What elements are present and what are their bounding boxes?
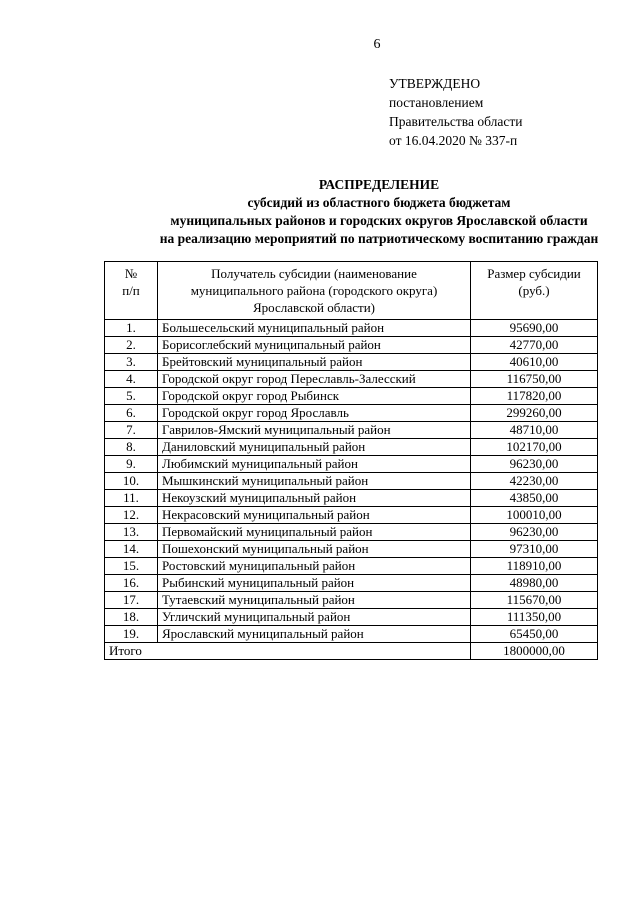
table-row — [105, 473, 598, 490]
table-row — [105, 490, 598, 507]
header-recipient-line: муниципального района (городского округа) — [190, 283, 438, 298]
row-recipient: Первомайский муниципальный район — [158, 524, 471, 541]
row-amount: 117820,00 — [471, 388, 598, 405]
row-number: 18. — [105, 609, 158, 626]
row-number: 11. — [105, 490, 158, 507]
row-amount: 115670,00 — [471, 592, 598, 609]
row-number: 6. — [105, 405, 158, 422]
row-recipient: Некрасовский муниципальный район — [158, 507, 471, 524]
row-number: 1. — [105, 320, 158, 337]
approval-date-number: от 16.04.2020 № 337-п — [389, 133, 518, 148]
table-row — [105, 558, 598, 575]
table-row — [105, 439, 598, 456]
row-recipient: Даниловский муниципальный район — [158, 439, 471, 456]
title-heading: РАСПРЕДЕЛЕНИЕ — [318, 177, 440, 192]
row-recipient: Любимский муниципальный район — [158, 456, 471, 473]
row-recipient: Борисоглебский муниципальный район — [158, 337, 471, 354]
row-number: 12. — [105, 507, 158, 524]
row-amount: 95690,00 — [471, 320, 598, 337]
title-line: субсидий из областного бюджета бюджетам — [247, 195, 511, 210]
row-amount: 42230,00 — [471, 473, 598, 490]
row-recipient: Мышкинский муниципальный район — [158, 473, 471, 490]
table-row — [105, 388, 598, 405]
document-title — [80, 176, 640, 248]
row-amount: 116750,00 — [471, 371, 598, 388]
row-amount: 97310,00 — [471, 541, 598, 558]
table-row — [105, 626, 598, 643]
approval-authority: Правительства области — [389, 114, 523, 129]
total-amount: 1800000,00 — [471, 643, 598, 660]
row-number: 19. — [105, 626, 158, 643]
row-amount: 96230,00 — [471, 524, 598, 541]
row-amount: 100010,00 — [471, 507, 598, 524]
table-row — [105, 575, 598, 592]
row-recipient: Большесельский муниципальный район — [158, 320, 471, 337]
subsidy-table — [104, 261, 598, 660]
row-number: 10. — [105, 473, 158, 490]
total-row — [105, 643, 598, 660]
header-number — [105, 262, 158, 320]
approval-status: УТВЕРЖДЕНО — [389, 76, 481, 91]
total-label: Итого — [105, 643, 471, 660]
table-row — [105, 507, 598, 524]
row-amount: 48980,00 — [471, 575, 598, 592]
row-amount: 102170,00 — [471, 439, 598, 456]
header-number-symbol: № — [124, 266, 138, 281]
row-amount: 96230,00 — [471, 456, 598, 473]
row-recipient: Городской округ город Переславль-Залесский — [158, 371, 471, 388]
row-recipient: Ростовский муниципальный район — [158, 558, 471, 575]
row-number: 8. — [105, 439, 158, 456]
row-number: 16. — [105, 575, 158, 592]
row-number: 9. — [105, 456, 158, 473]
table-row — [105, 592, 598, 609]
table-row — [105, 609, 598, 626]
row-recipient: Городской округ город Рыбинск — [158, 388, 471, 405]
row-number: 15. — [105, 558, 158, 575]
row-amount: 42770,00 — [471, 337, 598, 354]
row-number: 2. — [105, 337, 158, 354]
row-number: 7. — [105, 422, 158, 439]
header-recipient-line: Ярославской области) — [252, 300, 375, 315]
row-recipient: Брейтовский муниципальный район — [158, 354, 471, 371]
approval-line: постановлением — [389, 95, 484, 110]
table-row — [105, 371, 598, 388]
table-row — [105, 524, 598, 541]
header-amount-line: Размер субсидии — [487, 266, 581, 281]
row-number: 17. — [105, 592, 158, 609]
row-recipient: Рыбинский муниципальный район — [158, 575, 471, 592]
title-line: на реализацию мероприятий по патриотическому воспитанию граждан — [159, 231, 599, 246]
row-recipient: Тутаевский муниципальный район — [158, 592, 471, 609]
row-amount: 299260,00 — [471, 405, 598, 422]
row-recipient: Угличский муниципальный район — [158, 609, 471, 626]
page-number: 6 — [373, 37, 381, 52]
row-amount: 43850,00 — [471, 490, 598, 507]
row-recipient: Некоузский муниципальный район — [158, 490, 471, 507]
table-row — [105, 422, 598, 439]
table-row — [105, 405, 598, 422]
table-row — [105, 456, 598, 473]
table-header-row — [105, 262, 598, 320]
approval-block — [389, 74, 522, 150]
row-recipient: Пошехонский муниципальный район — [158, 541, 471, 558]
row-number: 3. — [105, 354, 158, 371]
row-number: 13. — [105, 524, 158, 541]
table-row — [105, 354, 598, 371]
table-row — [105, 320, 598, 337]
header-recipient-line: Получатель субсидии (наименование — [211, 266, 417, 281]
header-amount — [471, 262, 598, 320]
row-amount: 118910,00 — [471, 558, 598, 575]
row-recipient: Гаврилов-Ямский муниципальный район — [158, 422, 471, 439]
table-row — [105, 541, 598, 558]
row-recipient: Городской округ город Ярославль — [158, 405, 471, 422]
row-number: 14. — [105, 541, 158, 558]
header-number-label: п/п — [122, 283, 140, 298]
row-amount: 111350,00 — [471, 609, 598, 626]
row-amount: 65450,00 — [471, 626, 598, 643]
header-recipient — [158, 262, 471, 320]
row-number: 4. — [105, 371, 158, 388]
row-amount: 48710,00 — [471, 422, 598, 439]
row-number: 5. — [105, 388, 158, 405]
table-row — [105, 337, 598, 354]
title-line: муниципальных районов и городских округов Ярославской области — [170, 213, 588, 228]
header-amount-unit: (руб.) — [518, 283, 550, 298]
row-recipient: Ярославский муниципальный район — [158, 626, 471, 643]
row-amount: 40610,00 — [471, 354, 598, 371]
